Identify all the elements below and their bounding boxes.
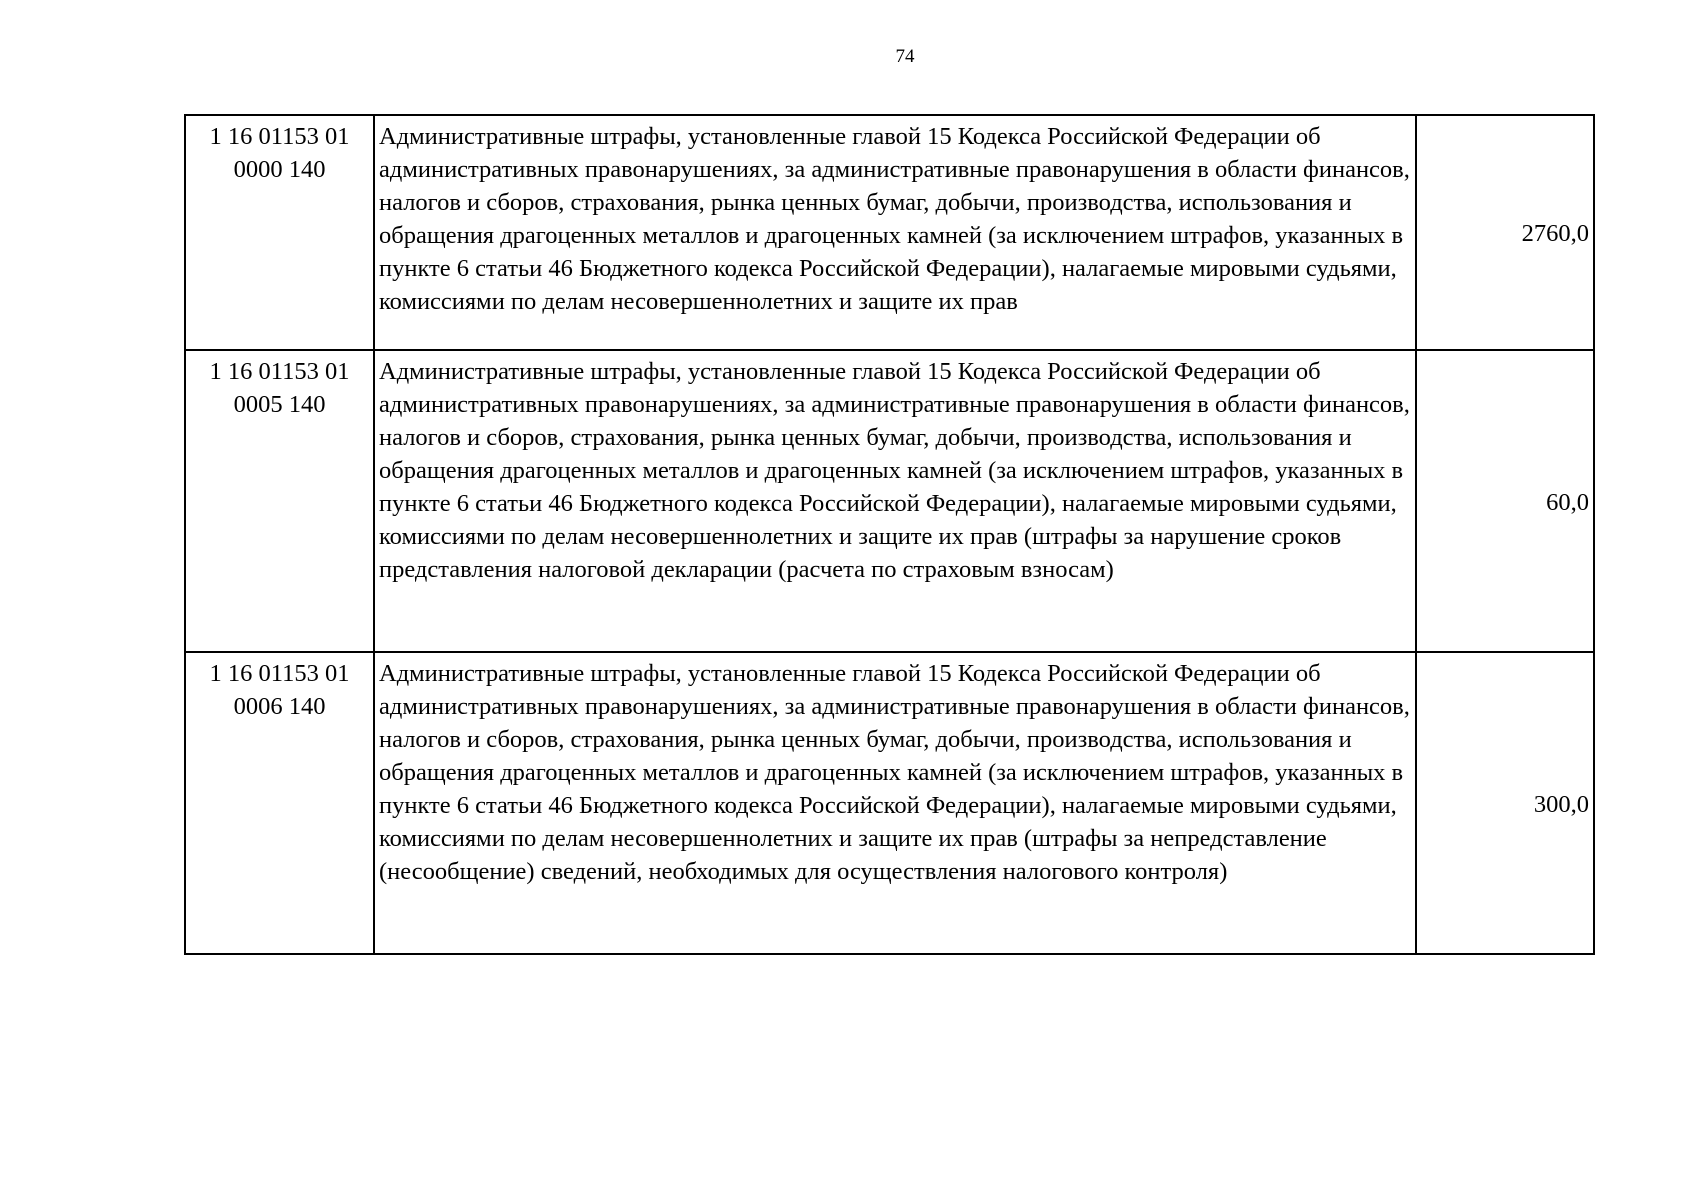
budget-revenue-table (184, 114, 1595, 955)
budget-classification-code (185, 350, 374, 652)
revenue-description: Административные штрафы, установленные главой 15 Кодекса Российской Федерации об административных правонарушениях, за административные правонарушения в области финансов, налогов и сборов, страхования, рынка ценных бумаг, добычи, производства, использования и обращения драгоценных металлов и драгоценных камней (за исключением штрафов, указанных в пункте 6 статьи 46 Бюджетного кодекса Российской Федерации), налагаемые мировыми судьями, комиссиями по делам несовершеннолетних и защите их прав (штрафы за нарушение сроков представления налоговой декларации (расчета по страховым взносам) (374, 350, 1416, 652)
code-line: 1 16 01153 01 (209, 358, 350, 385)
amount-value: 60,0 (1416, 350, 1594, 652)
code-line: 0005 140 (233, 391, 326, 418)
revenue-description: Административные штрафы, установленные главой 15 Кодекса Российской Федерации об административных правонарушениях, за административные правонарушения в области финансов, налогов и сборов, страхования, рынка ценных бумаг, добычи, производства, использования и обращения драгоценных металлов и драгоценных камней (за исключением штрафов, указанных в пункте 6 статьи 46 Бюджетного кодекса Российской Федерации), налагаемые мировыми судьями, комиссиями по делам несовершеннолетних и защите их прав (374, 115, 1416, 350)
amount-value: 2760,0 (1416, 115, 1594, 350)
code-line: 1 16 01153 01 (209, 123, 350, 150)
page-number: 74 (895, 46, 915, 67)
code-line: 0006 140 (233, 693, 326, 720)
budget-classification-code (185, 652, 374, 954)
revenue-description: Административные штрафы, установленные главой 15 Кодекса Российской Федерации об административных правонарушениях, за административные правонарушения в области финансов, налогов и сборов, страхования, рынка ценных бумаг, добычи, производства, использования и обращения драгоценных металлов и драгоценных камней (за исключением штрафов, указанных в пункте 6 статьи 46 Бюджетного кодекса Российской Федерации), налагаемые мировыми судьями, комиссиями по делам несовершеннолетних и защите их прав (штрафы за непредставление (несообщение) сведений, необходимых для осуществления налогового контроля) (374, 652, 1416, 954)
code-line: 1 16 01153 01 (209, 660, 350, 687)
amount-value: 300,0 (1416, 652, 1594, 954)
table-row (185, 350, 1594, 652)
budget-classification-code (185, 115, 374, 350)
table-row (185, 115, 1594, 350)
table-row (185, 652, 1594, 954)
code-line: 0000 140 (233, 156, 326, 183)
